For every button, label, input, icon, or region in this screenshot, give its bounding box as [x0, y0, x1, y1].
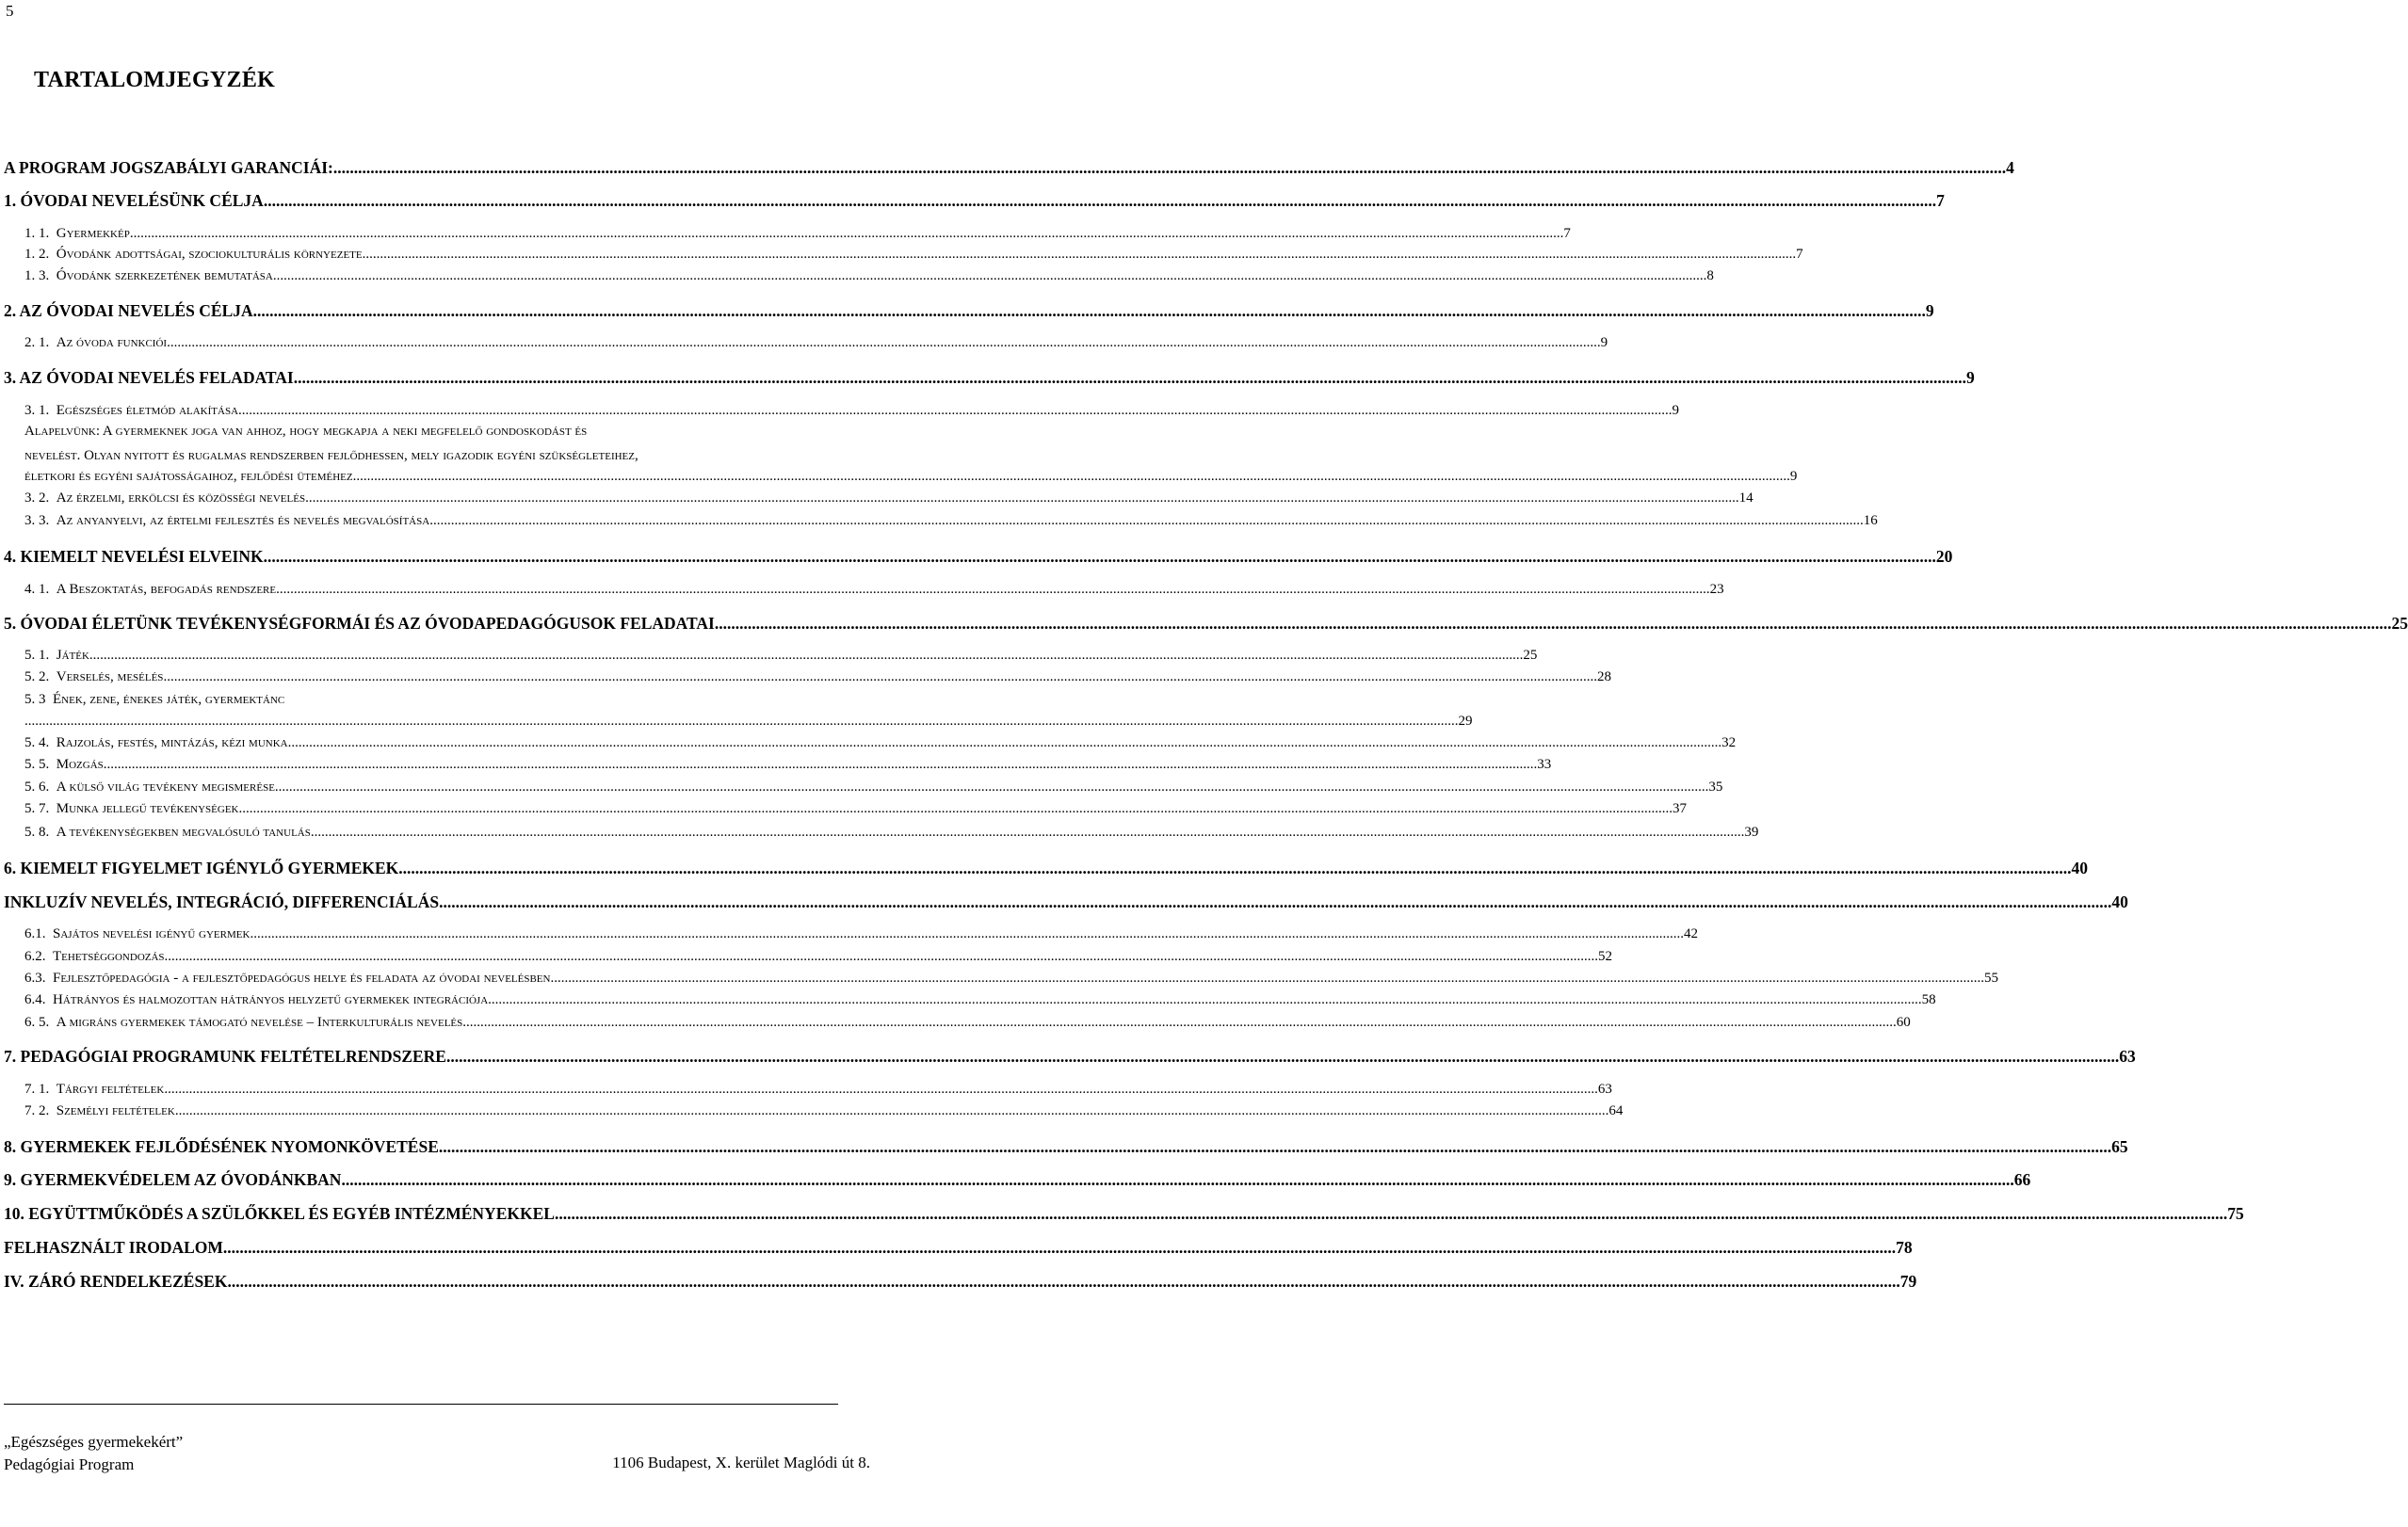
toc-entry-section[interactable] [24, 669, 1611, 685]
toc-entry-label: A migráns gyermekek támogató nevelése – Interkulturális nevelés [56, 1015, 463, 1030]
toc-page-number: 9 [1966, 368, 1975, 387]
toc-entry-chapter[interactable] [4, 158, 2014, 178]
toc-leader-dots [363, 247, 1797, 263]
toc-entry-number: 5. 1. [24, 648, 50, 663]
page-number: 5 [6, 2, 14, 20]
toc-entry-label: A tevékenységekben megvalósuló tanulás [56, 825, 311, 840]
toc-page-number: 9 [1672, 403, 1680, 418]
toc-page-number: 20 [1935, 547, 1953, 566]
toc-page-number: 42 [1683, 926, 1698, 941]
toc-entry-label: A PROGRAM JOGSZABÁLYI GARANCIÁI: [4, 158, 333, 177]
toc-leader-dots [163, 669, 1597, 685]
toc-entry-label: 9. GYERMEKVÉDELEM AZ ÓVODÁNKBAN [4, 1170, 342, 1189]
toc-entry-number: 3. 3. [24, 513, 50, 528]
footer-address: 1106 Budapest, X. kerület Maglódi út 8. [612, 1454, 870, 1471]
toc-entry-chapter[interactable] [4, 1137, 2128, 1157]
toc-entry-number: 1. 1. [24, 226, 50, 241]
toc-page-number: 14 [1738, 490, 1753, 506]
toc-page-number: 35 [1708, 780, 1723, 795]
toc-entry-label: Fejlesztőpedagógia - a fejlesztőpedagógus helye és feladata az óvodai nevelésben [53, 971, 551, 986]
toc-entry-number: 6.1. [24, 926, 46, 941]
toc-entry-label: Óvodánk adottságai, szociokulturális környezete [56, 247, 363, 262]
toc-entry-label: Személyi feltételek [56, 1103, 175, 1118]
toc-page-number: 29 [1458, 714, 1473, 729]
toc-entry-section[interactable] [24, 469, 1798, 485]
toc-entry-label: 2. AZ ÓVODAI NEVELÉS CÉLJA [4, 301, 253, 320]
toc-leader-dots [227, 1272, 1899, 1292]
toc-entry-section[interactable] [24, 226, 1571, 242]
footer-program [4, 1431, 183, 1476]
toc-entry-label: Tárgyi feltételek [56, 1082, 165, 1097]
toc-entry-number: 3. 1. [24, 403, 50, 418]
toc-entry-number: 5. 3 [24, 692, 46, 707]
toc-page-number: 28 [1596, 669, 1611, 684]
toc-entry-number: 6. 5. [24, 1015, 50, 1030]
toc-entry-section[interactable] [24, 780, 1723, 796]
toc-leader-dots [165, 949, 1599, 965]
toc-entry-section[interactable] [24, 648, 1538, 664]
toc-entry-text [24, 448, 638, 464]
toc-entry-section[interactable] [24, 926, 1698, 942]
toc-entry-chapter[interactable] [4, 1204, 2244, 1224]
toc-leader-dots [288, 735, 1722, 751]
toc-page-number: 66 [2013, 1170, 2031, 1189]
toc-entry-label: Egészséges életmód alakítása [56, 403, 239, 418]
toc-page-number: 55 [1983, 971, 1998, 986]
toc-leader-dots [275, 780, 1709, 796]
toc-entry-label: 1. ÓVODAI NEVELÉSÜNK CÉLJA [4, 191, 264, 210]
toc-page-number: 7 [1936, 191, 1945, 210]
toc-page-number: 16 [1863, 513, 1878, 528]
toc-entry-chapter[interactable] [4, 547, 1953, 567]
toc-entry-chapter[interactable] [4, 301, 1934, 321]
toc-leader-dots [398, 859, 2071, 878]
toc-entry-number: 4. 1. [24, 582, 50, 597]
toc-page-number: 23 [1709, 582, 1724, 597]
toc-entry-label: 8. GYERMEKEK FEJLŐDÉSÉNEK NYOMONKÖVETÉSE [4, 1137, 439, 1156]
toc-entry-text [24, 692, 284, 708]
toc-entry-number: 2. 1. [24, 335, 50, 350]
toc-leader-dots [550, 971, 1984, 987]
footer-program-name: Pedagógiai Program [4, 1455, 135, 1473]
toc-leader-dots [341, 1170, 2013, 1190]
toc-entry-label: életkori és egyéni sajátosságaihoz, fejlődési üteméhez. [24, 469, 357, 484]
toc-entry-section[interactable] [24, 949, 1613, 965]
toc-page-number: 65 [2111, 1137, 2128, 1156]
toc-entry-number: 6.4. [24, 992, 46, 1007]
toc-leader-dots [555, 1204, 2227, 1224]
toc-page-number: 58 [1921, 992, 1936, 1007]
toc-entry-label: Játék [56, 648, 89, 663]
toc-entry-label: Mozgás [56, 757, 104, 772]
toc-entry-label: Sajátos nevelési igényű gyermek [53, 926, 250, 941]
toc-entry-label: Ének, zene, énekes játék, gyermektánc [53, 692, 285, 707]
toc-entry-section[interactable] [24, 1103, 1624, 1119]
toc-leader-dots [439, 892, 2111, 912]
toc-entry-number: 3. 2. [24, 490, 50, 506]
toc-entry-label: A külső világ tevékeny megismerése [56, 780, 275, 795]
footer-quote: „Egészséges gyermekekért” [4, 1433, 184, 1451]
toc-entry-label: Tehetséggondozás [53, 949, 165, 964]
toc-entry-section[interactable] [24, 757, 1552, 773]
toc-entry-chapter[interactable] [4, 1047, 2136, 1067]
toc-page-number: 4 [2006, 158, 2014, 177]
toc-leader-dots [305, 490, 1739, 506]
toc-entry-label: nevelést. Olyan nyitott és rugalmas rendszerben fejlődhessen, mely igazodik egyéni szükségleteihez, [24, 448, 638, 463]
toc-page-number: 9 [1789, 469, 1798, 484]
toc-entry-number: 5. 6. [24, 780, 50, 795]
toc-page-number: 40 [2111, 892, 2128, 911]
toc-leader-dots [175, 1103, 1609, 1119]
toc-entry-section[interactable] [24, 735, 1737, 751]
toc-page-number: 75 [2227, 1204, 2244, 1223]
toc-leader-dots [238, 403, 1673, 419]
toc-entry-section[interactable] [24, 714, 1473, 730]
toc-entry-section[interactable] [24, 825, 1759, 841]
toc-entry-label: Munka jellegű tevékenységek [56, 801, 239, 816]
toc-page-number: 9 [1600, 335, 1608, 350]
toc-page-number: 32 [1721, 735, 1737, 750]
toc-entry-chapter[interactable] [4, 1238, 1913, 1258]
toc-entry-section[interactable] [24, 582, 1724, 598]
toc-entry-label: Az érzelmi, erkölcsi és közösségi nevelés [56, 490, 306, 506]
toc-leader-dots [253, 301, 1926, 321]
toc-entry-section[interactable] [24, 971, 1998, 987]
toc-entry-label: Alapelvünk: A gyermeknek joga van ahhoz, hogy megkapja a neki megfelelő gondoskodást és [24, 424, 588, 439]
toc-entry-label: Rajzolás, festés, mintázás, kézi munka [56, 735, 288, 750]
toc-entry-label: Verselés, mesélés [56, 669, 164, 684]
toc-entry-number: 7. 2. [24, 1103, 50, 1118]
toc-entry-label: INKLUZÍV NEVELÉS, INTEGRÁCIÓ, DIFFERENCIÁLÁS [4, 892, 440, 911]
toc-entry-section[interactable] [24, 801, 1688, 817]
toc-entry-number: 6.2. [24, 949, 46, 964]
toc-leader-dots [446, 1047, 2119, 1067]
toc-entry-section[interactable] [24, 247, 1803, 263]
toc-entry-label: Óvodánk szerkezetének bemutatása [56, 268, 273, 283]
toc-page-number: 40 [2071, 859, 2089, 877]
toc-entry-number: 5. 4. [24, 735, 50, 750]
toc-entry-section[interactable] [24, 335, 1608, 351]
toc-leader-dots [239, 801, 1673, 817]
toc-entry-chapter[interactable] [4, 191, 1945, 211]
toc-page-number: 39 [1744, 825, 1759, 840]
toc-entry-chapter[interactable] [4, 614, 2408, 634]
toc-leader-dots [24, 714, 1459, 730]
toc-leader-dots [167, 335, 1601, 351]
toc-leader-dots [333, 158, 2006, 178]
toc-leader-dots [89, 648, 1524, 664]
toc-entry-section[interactable] [24, 992, 1936, 1008]
toc-entry-label: Hátrányos és halmozottan hátrányos helyzetű gyermekek integrációja [53, 992, 489, 1007]
toc-entry-number: 1. 2. [24, 247, 50, 262]
toc-entry-chapter[interactable] [4, 859, 2089, 878]
toc-page-number: 64 [1608, 1103, 1624, 1118]
footer-divider [4, 1404, 838, 1405]
toc-leader-dots [250, 926, 1684, 942]
toc-leader-dots [164, 1082, 1598, 1098]
toc-entry-label: Az anyanyelvi, az értelmi fejlesztés és nevelés megvalósítása [56, 513, 430, 528]
toc-entry-label: 6. KIEMELT FIGYELMET IGÉNYLŐ GYERMEKEK [4, 859, 399, 877]
toc-entry-label: 3. AZ ÓVODAI NEVELÉS FELADATAI [4, 368, 294, 387]
toc-entry-label: 5. ÓVODAI ÉLETÜNK TEVÉKENYSÉGFORMÁI ÉS AZ ÓVODAPEDAGÓGUSOK FELADATAI. [4, 614, 719, 633]
toc-entry-chapter[interactable] [4, 368, 1975, 388]
toc-leader-dots [439, 1137, 2111, 1157]
toc-leader-dots [719, 614, 2391, 634]
toc-leader-dots [264, 547, 1936, 567]
toc-page-number: 8 [1706, 268, 1714, 283]
toc-entry-section[interactable] [24, 268, 1714, 284]
toc-page-number: 63 [1597, 1082, 1612, 1097]
toc-entry-section[interactable] [24, 513, 1878, 529]
toc-entry-label: 4. KIEMELT NEVELÉSI ELVEINK [4, 547, 264, 566]
toc-leader-dots [104, 757, 1538, 773]
toc-page-number: 33 [1537, 757, 1552, 772]
toc-leader-dots [488, 992, 1922, 1008]
toc-page-number: 7 [1563, 226, 1571, 241]
toc-entry-label: IV. ZÁRÓ RENDELKEZÉSEK [4, 1272, 228, 1291]
toc-entry-number: 5. 5. [24, 757, 50, 772]
toc-leader-dots [429, 513, 1864, 529]
toc-leader-dots [276, 582, 1710, 598]
toc-page-number: 60 [1896, 1015, 1911, 1030]
toc-entry-number: 5. 7. [24, 801, 50, 816]
toc-entry-chapter[interactable] [4, 1170, 2031, 1190]
toc-entry-label: FELHASZNÁLT IRODALOM [4, 1238, 223, 1257]
toc-leader-dots [356, 469, 1790, 485]
toc-leader-dots [264, 191, 1936, 211]
toc-entry-chapter[interactable] [4, 1272, 1917, 1292]
toc-entry-label: Az óvoda funkciói [56, 335, 168, 350]
toc-page-number: 63 [2119, 1047, 2136, 1066]
toc-entry-label: 10. EGYÜTTMŰKÖDÉS A SZÜLŐKKEL ÉS EGYÉB INTÉZMÉNYEKKEL [4, 1204, 555, 1223]
toc-entry-text [24, 424, 587, 440]
toc-leader-dots [294, 368, 1966, 388]
toc-entry-number: 7. 1. [24, 1082, 50, 1097]
toc-leader-dots [462, 1015, 1897, 1031]
toc-leader-dots [223, 1238, 1896, 1258]
toc-entry-section[interactable] [24, 403, 1680, 419]
toc-page-number: 25 [2391, 614, 2408, 633]
toc-entry-label: 7. PEDAGÓGIAI PROGRAMUNK FELTÉTELRENDSZERE [4, 1047, 446, 1066]
toc-page-number: 79 [1899, 1272, 1917, 1291]
toc-leader-dots [311, 825, 1745, 841]
toc-page-number: 9 [1925, 301, 1934, 320]
toc-page-number: 25 [1523, 648, 1538, 663]
toc-page-number: 78 [1896, 1238, 1913, 1257]
toc-leader-dots [130, 226, 1564, 242]
toc-page-number: 52 [1598, 949, 1613, 964]
toc-entry-section[interactable] [24, 1082, 1612, 1098]
page-title: TARTALOMJEGYZÉK [34, 68, 276, 92]
toc-entry-label: Gyermekkép [56, 226, 130, 241]
toc-entry-number: 6.3. [24, 971, 46, 986]
toc-entry-section[interactable] [24, 490, 1753, 506]
toc-leader-dots [273, 268, 1707, 284]
toc-entry-label: A Beszoktatás, befogadás rendszere [56, 582, 277, 597]
toc-entry-number: 5. 2. [24, 669, 50, 684]
toc-entry-number: 5. 8. [24, 825, 50, 840]
toc-entry-section[interactable] [24, 1015, 1911, 1031]
toc-entry-chapter[interactable] [4, 892, 2128, 912]
toc-entry-number: 1. 3. [24, 268, 50, 283]
toc-page-number: 37 [1673, 801, 1688, 816]
toc-page-number: 7 [1796, 247, 1803, 262]
